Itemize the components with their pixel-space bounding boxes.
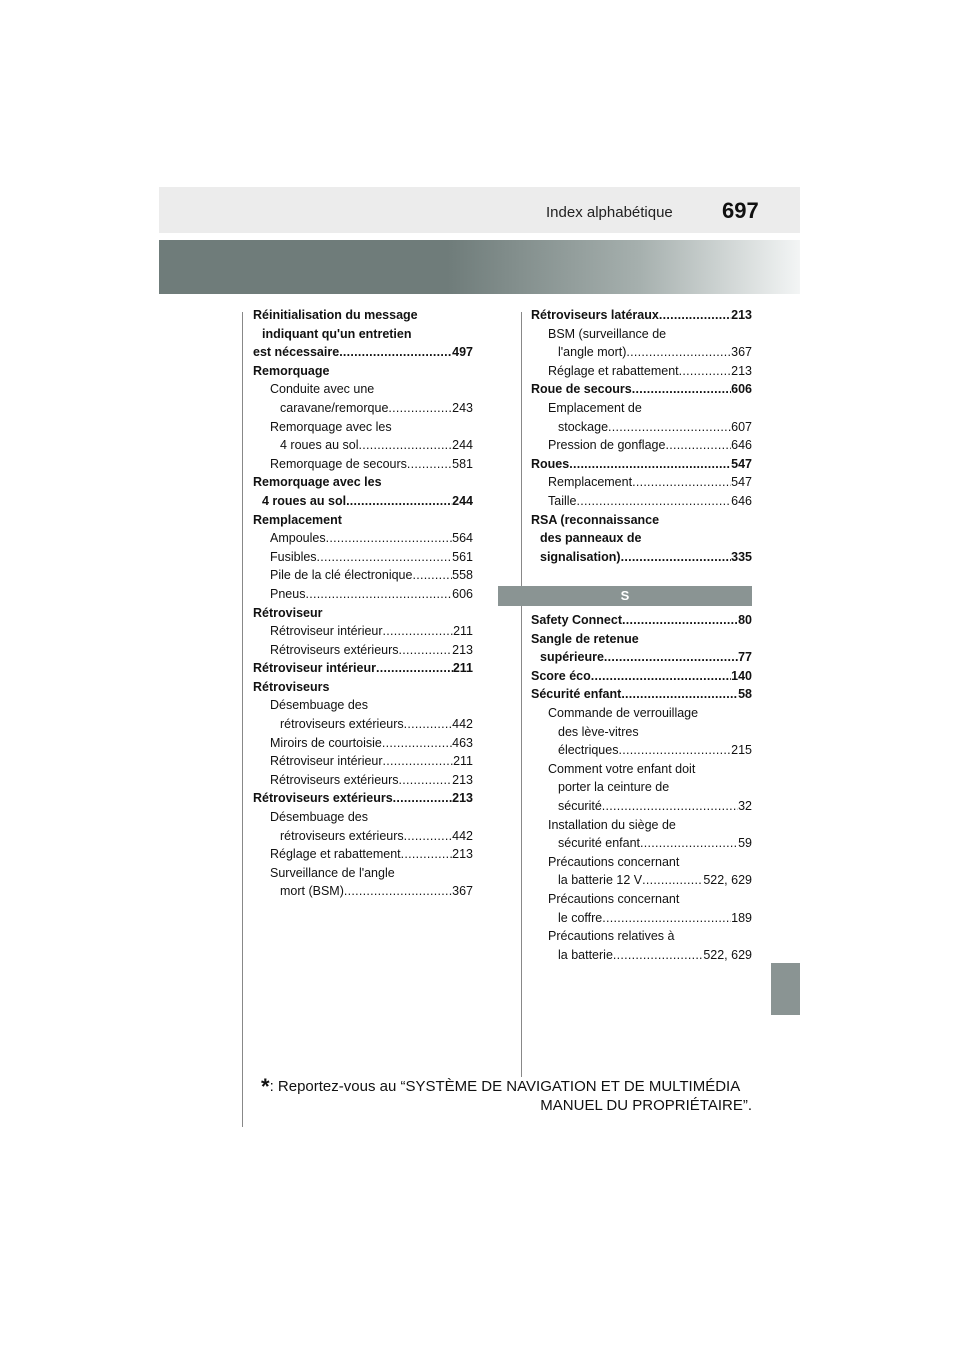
index-entry-page[interactable]: 243 xyxy=(452,400,473,415)
index-entry-page[interactable]: 607 xyxy=(731,419,752,434)
index-entry-page[interactable]: 646 xyxy=(731,438,752,453)
index-entry-page[interactable]: 547 xyxy=(731,456,752,471)
dot-leader xyxy=(577,492,732,511)
index-entry xyxy=(253,362,473,381)
index-entry-page[interactable]: 547 xyxy=(731,475,752,490)
dot-leader xyxy=(632,380,731,399)
index-entry[interactable] xyxy=(253,827,473,846)
dot-leader xyxy=(626,343,731,362)
index-entry[interactable] xyxy=(531,797,752,816)
dot-leader xyxy=(383,622,454,641)
page-number: 697 xyxy=(722,198,759,223)
index-entry-page[interactable]: 80 xyxy=(738,613,752,627)
index-entry-page[interactable]: 213 xyxy=(731,308,752,322)
index-entry-label: Score éco xyxy=(531,668,591,683)
index-entry[interactable] xyxy=(253,845,473,864)
index-entry-page[interactable]: 244 xyxy=(452,493,473,508)
dot-leader xyxy=(376,659,453,678)
section-letter-header: S xyxy=(498,586,752,606)
index-entry[interactable] xyxy=(531,418,752,437)
index-entry-label: Roue de secours xyxy=(531,382,632,397)
index-entry-page[interactable]: 59 xyxy=(738,836,752,851)
index-entry[interactable] xyxy=(531,611,752,630)
dot-leader xyxy=(602,797,738,816)
index-entry-page[interactable]: 215 xyxy=(731,743,752,758)
index-entry-label: Désembuage des xyxy=(270,698,368,713)
index-entry-label: Miroirs de courtoisie xyxy=(270,735,382,750)
index-entry[interactable] xyxy=(531,362,752,381)
index-entry-page[interactable]: 189 xyxy=(731,910,752,925)
index-entry[interactable] xyxy=(253,752,473,771)
index-entry-label: Commande de verrouillage xyxy=(548,705,699,720)
dot-leader xyxy=(569,455,731,474)
index-entry-page[interactable]: 213 xyxy=(452,847,473,862)
index-entry-label: stockage xyxy=(558,419,609,434)
index-entry xyxy=(531,723,752,742)
index-entry-label: Rétroviseurs extérieurs xyxy=(253,791,393,806)
index-entry xyxy=(531,816,752,835)
index-entry[interactable] xyxy=(253,715,473,734)
index-entry xyxy=(531,529,752,548)
index-entry-page[interactable]: 463 xyxy=(452,735,473,750)
chapter-banner xyxy=(159,240,800,294)
index-entry xyxy=(253,808,473,827)
column-divider xyxy=(521,312,522,1077)
dot-leader xyxy=(640,834,738,853)
index-entry-label: sécurité enfant xyxy=(558,836,640,851)
index-entry-label: 4 roues au sol xyxy=(262,493,347,508)
thumb-index-tab[interactable] xyxy=(771,963,800,1015)
index-entry[interactable] xyxy=(531,871,752,890)
dot-leader xyxy=(608,418,731,437)
index-entry-page[interactable]: 442 xyxy=(452,828,473,843)
header-bar xyxy=(159,187,800,233)
index-entry-label: Précautions concernant xyxy=(548,891,680,906)
index-entry xyxy=(531,704,752,723)
dot-leader xyxy=(382,734,452,753)
index-entry-label: Fusibles xyxy=(270,549,317,564)
index-entry[interactable] xyxy=(531,492,752,511)
index-entry[interactable] xyxy=(253,492,473,511)
dot-leader xyxy=(404,827,452,846)
dot-leader xyxy=(622,611,738,630)
index-entry-page[interactable]: 558 xyxy=(452,568,473,583)
dot-leader xyxy=(399,641,453,660)
index-entry[interactable] xyxy=(253,789,473,808)
dot-leader xyxy=(591,667,731,686)
index-entry-page[interactable]: 497 xyxy=(452,345,473,360)
dot-leader xyxy=(359,436,453,455)
index-entry-page[interactable]: 367 xyxy=(452,884,473,899)
header-title: Index alphabétique xyxy=(546,204,673,221)
index-entry-label: Surveillance de l'angle xyxy=(270,865,395,880)
index-entry[interactable] xyxy=(531,667,752,686)
index-entry-label: Réglage et rabattement xyxy=(548,363,679,378)
index-entry-label: sécurité xyxy=(558,798,602,813)
index-entry-page[interactable]: 58 xyxy=(738,687,752,702)
index-entry-label: 4 roues au sol xyxy=(280,438,359,453)
dot-leader xyxy=(665,436,731,455)
index-entry-page[interactable]: 211 xyxy=(453,624,473,639)
index-column-right-top xyxy=(531,306,752,566)
index-entry[interactable] xyxy=(253,659,473,678)
index-entry-page[interactable]: 244 xyxy=(452,438,473,453)
dot-leader xyxy=(632,473,731,492)
index-entry-page[interactable]: 211 xyxy=(452,661,473,676)
index-entry-label: Installation du siège de xyxy=(548,817,676,832)
index-entry[interactable] xyxy=(253,882,473,901)
index-entry[interactable] xyxy=(253,771,473,790)
index-entry-label: Remplacement xyxy=(253,512,342,527)
index-entry-label: électriques xyxy=(558,743,619,758)
index-entry xyxy=(531,890,752,909)
index-entry-label: Pneus xyxy=(270,586,306,601)
index-entry[interactable] xyxy=(531,685,752,704)
dot-leader xyxy=(621,548,732,567)
index-entry-label: Sangle de retenue xyxy=(531,631,639,646)
index-entry-label: porter la ceinture de xyxy=(558,780,670,795)
index-entry-label: Rétroviseurs extérieurs xyxy=(270,772,399,787)
index-entry-page[interactable]: 564 xyxy=(452,531,473,546)
index-entry xyxy=(531,630,752,649)
index-entry-label: Rétroviseur intérieur xyxy=(253,661,376,676)
dot-leader xyxy=(621,685,738,704)
index-entry xyxy=(253,306,473,325)
index-entry-page[interactable]: 606 xyxy=(452,586,473,601)
index-entry-label: des lève-vitres xyxy=(558,724,639,739)
dot-leader xyxy=(613,946,703,965)
index-entry-page[interactable]: 442 xyxy=(452,717,473,732)
index-entry-label: rétroviseurs extérieurs xyxy=(280,828,404,843)
index-entry xyxy=(253,511,473,530)
dot-leader xyxy=(388,399,452,418)
dot-leader xyxy=(383,752,454,771)
index-entry xyxy=(253,604,473,623)
dot-leader xyxy=(393,789,452,808)
index-entry-label: Précautions relatives à xyxy=(548,929,675,944)
dot-leader xyxy=(604,648,738,667)
index-entry-label: Roues xyxy=(531,456,570,471)
index-entry-label: Taille xyxy=(548,493,577,508)
index-entry-label: Pression de gonflage xyxy=(548,438,666,453)
index-entry[interactable] xyxy=(531,473,752,492)
index-entry[interactable] xyxy=(531,834,752,853)
dot-leader xyxy=(317,548,453,567)
index-entry[interactable] xyxy=(253,585,473,604)
index-entry-label: Remorquage avec les xyxy=(270,419,392,434)
index-entry-page[interactable]: 522, 629 xyxy=(703,947,752,962)
index-entry-page[interactable]: 77 xyxy=(738,650,752,665)
footnote-asterisk: * xyxy=(261,1074,270,1099)
index-entry-label: la batterie xyxy=(558,947,613,962)
dot-leader xyxy=(401,845,453,864)
dot-leader xyxy=(326,529,453,548)
index-entry-page[interactable]: 561 xyxy=(452,549,473,564)
index-entry xyxy=(531,325,752,344)
index-entry-label: Rétroviseur xyxy=(253,605,323,620)
index-entry-label: Rétroviseurs latéraux xyxy=(531,308,659,322)
index-entry[interactable] xyxy=(253,529,473,548)
dot-leader xyxy=(642,871,703,890)
index-entry-page[interactable]: 32 xyxy=(738,798,752,813)
index-entry-page[interactable]: 646 xyxy=(731,493,752,508)
dot-leader xyxy=(679,362,732,381)
dot-leader xyxy=(602,909,731,928)
index-entry-label: Rétroviseurs xyxy=(253,679,330,694)
index-entry-label: l'angle mort) xyxy=(558,345,627,360)
index-entry-label: rétroviseurs extérieurs xyxy=(280,717,404,732)
dot-leader xyxy=(305,585,452,604)
dot-leader xyxy=(399,771,453,790)
index-entry[interactable] xyxy=(253,343,473,362)
index-entry-page[interactable]: 213 xyxy=(452,642,473,657)
index-entry xyxy=(253,418,473,437)
index-entry[interactable] xyxy=(253,622,473,641)
index-entry-label: Pile de la clé électronique xyxy=(270,568,413,583)
dot-leader xyxy=(344,882,452,901)
index-entry[interactable] xyxy=(253,641,473,660)
index-entry-label: des panneaux de xyxy=(540,531,642,546)
index-entry-label: Remorquage de secours xyxy=(270,456,407,471)
index-entry xyxy=(531,760,752,779)
index-entry-label: Emplacement de xyxy=(548,400,642,415)
dot-leader xyxy=(407,455,452,474)
index-entry-label: caravane/remorque xyxy=(280,400,389,415)
index-entry-label: le coffre xyxy=(558,910,603,925)
index-entry-label: Précautions concernant xyxy=(548,854,680,869)
index-entry[interactable] xyxy=(531,648,752,667)
index-entry[interactable] xyxy=(253,436,473,455)
index-entry xyxy=(531,853,752,872)
index-entry[interactable] xyxy=(531,741,752,760)
index-entry-label: Comment votre enfant doit xyxy=(548,761,696,776)
index-entry xyxy=(253,864,473,883)
index-entry-label: Remplacement xyxy=(548,475,633,490)
index-entry xyxy=(253,473,473,492)
index-entry-label: Rétroviseurs extérieurs xyxy=(270,642,399,657)
index-entry[interactable] xyxy=(531,380,752,399)
index-entry-page[interactable]: 335 xyxy=(731,549,752,564)
index-entry xyxy=(253,696,473,715)
index-entry-page[interactable]: 213 xyxy=(452,772,473,787)
index-entry xyxy=(531,511,752,530)
index-entry-label: Remorquage xyxy=(253,363,330,378)
index-entry xyxy=(253,325,473,344)
index-entry-page[interactable]: 140 xyxy=(731,668,752,683)
index-entry-label: Conduite avec une xyxy=(270,382,375,397)
index-entry-label: mort (BSM) xyxy=(280,884,344,899)
index-entry-page[interactable]: 367 xyxy=(731,345,752,360)
index-entry[interactable] xyxy=(531,343,752,362)
index-entry xyxy=(531,778,752,797)
dot-leader xyxy=(339,343,452,362)
index-entry xyxy=(531,927,752,946)
index-entry[interactable] xyxy=(531,436,752,455)
index-entry xyxy=(253,380,473,399)
index-entry[interactable] xyxy=(253,734,473,753)
index-entry[interactable] xyxy=(253,455,473,474)
index-entry-label: supérieure xyxy=(540,650,604,665)
index-entry-label: Safety Connect xyxy=(531,613,622,627)
index-entry[interactable] xyxy=(253,399,473,418)
index-entry xyxy=(253,678,473,697)
footnote-line-2: MANUEL DU PROPRIÉTAIRE”. xyxy=(540,1097,752,1114)
index-entry-label: la batterie 12 V xyxy=(558,873,643,888)
index-entry[interactable] xyxy=(531,909,752,928)
index-entry-label: signalisation) xyxy=(540,549,621,564)
dot-leader xyxy=(404,715,452,734)
footnote-line-1: : Reportez-vous au “SYSTÈME DE NAVIGATION ET DE MULTIMÉDIA xyxy=(269,1078,741,1095)
index-column-left xyxy=(253,306,473,901)
index-entry-label: Remorquage avec les xyxy=(253,475,382,490)
index-entry[interactable] xyxy=(531,306,752,325)
index-entry[interactable] xyxy=(531,455,752,474)
index-entry-label: Réglage et rabattement xyxy=(270,847,401,862)
dot-leader xyxy=(412,566,452,585)
left-margin-rule xyxy=(242,312,243,1127)
dot-leader xyxy=(659,306,731,325)
dot-leader xyxy=(346,492,452,511)
index-entry[interactable] xyxy=(531,946,752,965)
index-entry-page[interactable]: 522, 629 xyxy=(703,873,752,888)
index-entry-label: BSM (surveillance de xyxy=(548,326,667,341)
index-entry-label: Ampoules xyxy=(270,531,326,546)
index-entry-label: Réinitialisation du message xyxy=(253,308,418,322)
index-entry-page[interactable]: 213 xyxy=(452,791,473,806)
index-entry-label: Désembuage des xyxy=(270,810,368,825)
index-entry xyxy=(531,399,752,418)
index-entry-page[interactable]: 211 xyxy=(453,754,473,769)
index-entry-label: RSA (reconnaissance xyxy=(531,512,660,527)
index-entry-page[interactable]: 606 xyxy=(731,382,752,397)
index-entry-label: Rétroviseur intérieur xyxy=(270,624,383,639)
index-entry[interactable] xyxy=(531,548,752,567)
index-entry[interactable] xyxy=(253,566,473,585)
dot-leader xyxy=(618,741,731,760)
index-entry-label: est nécessaire xyxy=(253,345,340,360)
index-column-right-bottom xyxy=(531,611,752,964)
footnote xyxy=(261,1074,752,1115)
index-entry-label: Sécurité enfant xyxy=(531,687,622,702)
index-entry[interactable] xyxy=(253,548,473,567)
index-entry-label: indiquant qu'un entretien xyxy=(262,326,412,341)
index-entry-page[interactable]: 213 xyxy=(731,363,752,378)
index-entry-page[interactable]: 581 xyxy=(452,456,473,471)
index-entry-label: Rétroviseur intérieur xyxy=(270,754,383,769)
